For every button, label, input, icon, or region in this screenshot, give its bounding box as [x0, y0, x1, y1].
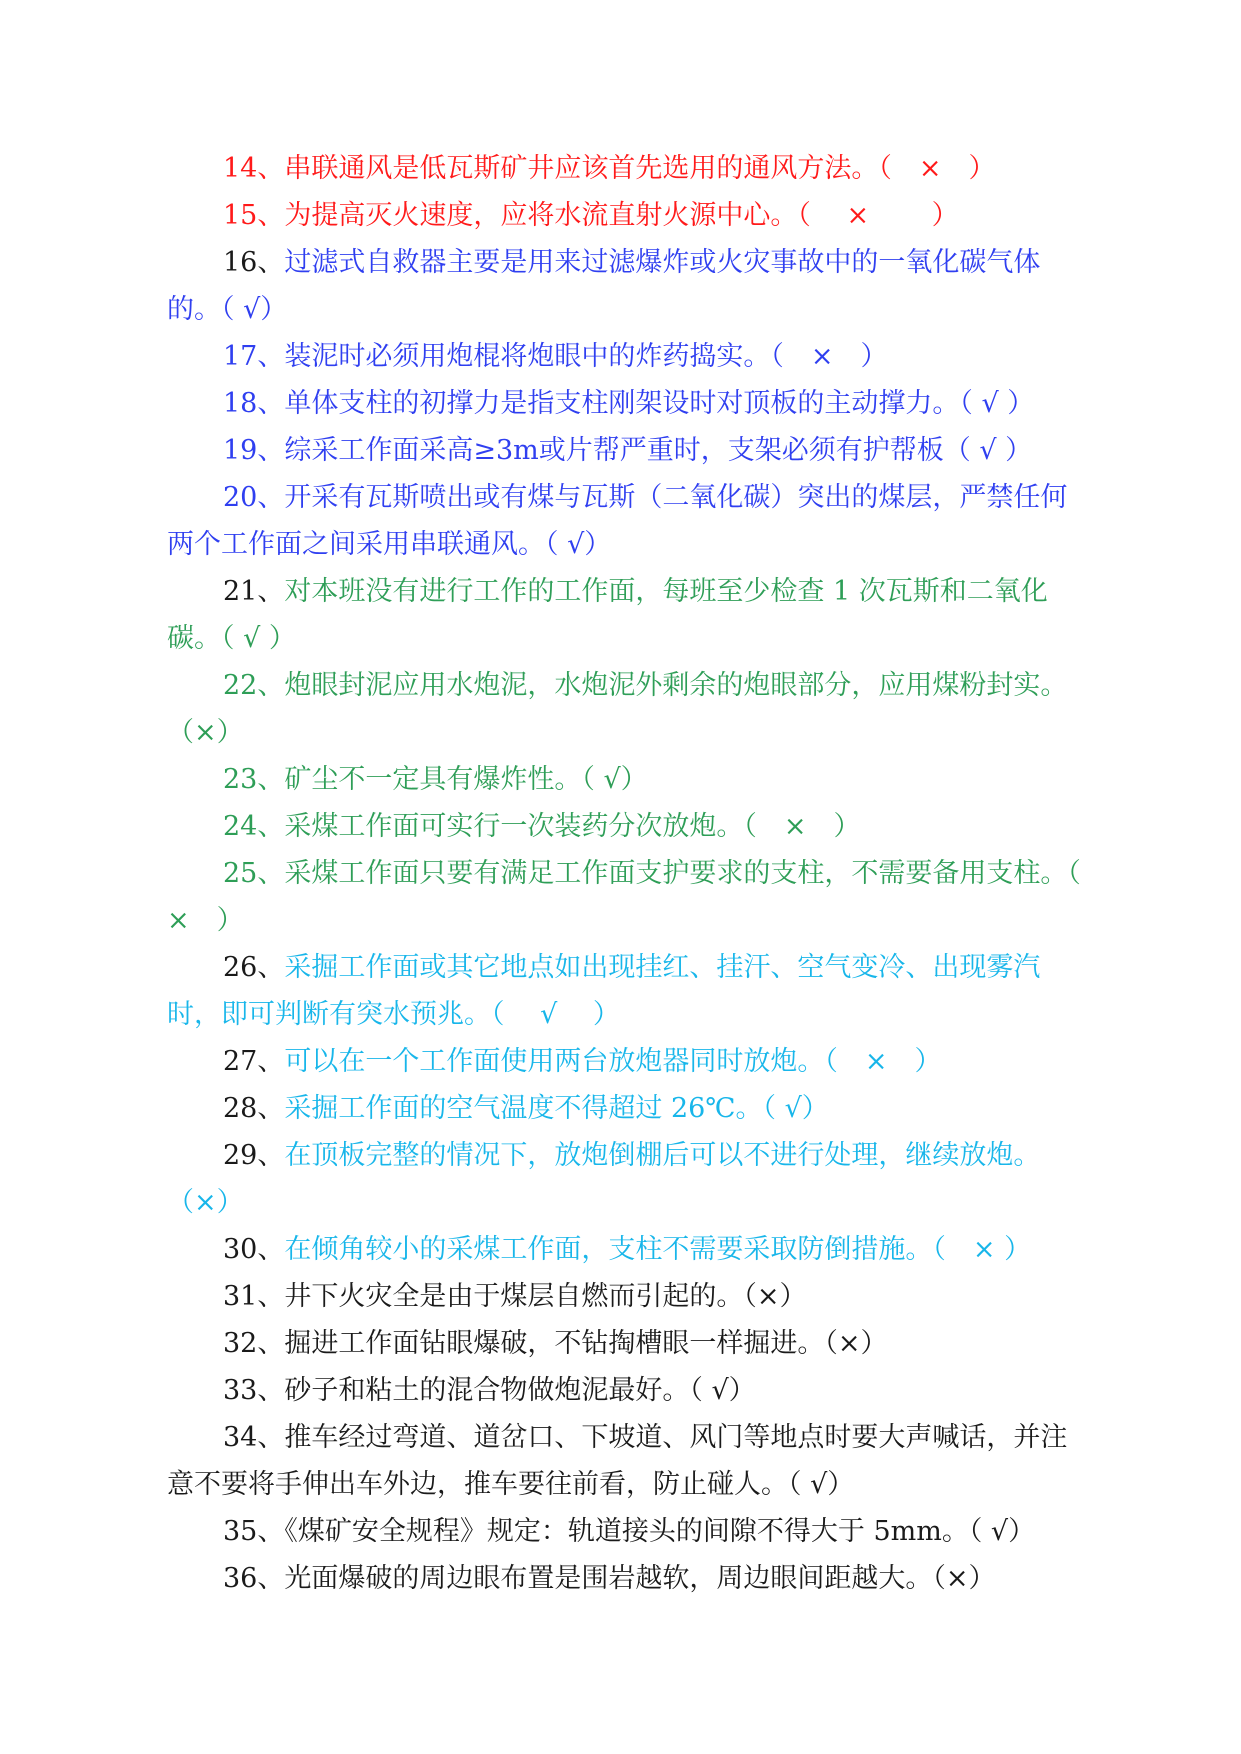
- question-item: [167, 380, 1087, 427]
- question-list: [167, 145, 1108, 1602]
- question-number: 17、: [223, 341, 285, 372]
- question-item: [167, 568, 1087, 662]
- question-text: 单体支柱的初撑力是指支柱刚架设时对顶板的主动撑力。（ √ ）: [284, 388, 1035, 419]
- question-item: [167, 239, 1087, 333]
- question-number: 16、: [223, 247, 285, 278]
- question-number: 34、: [223, 1422, 285, 1453]
- question-item: [167, 662, 1087, 756]
- question-item: [167, 1226, 1087, 1273]
- question-text: 装泥时必须用炮棍将炮眼中的炸药捣实。（ × ）: [284, 341, 888, 372]
- question-number: 29、: [223, 1140, 285, 1171]
- question-item: [167, 1038, 1087, 1085]
- question-text: 光面爆破的周边眼布置是围岩越软，周边眼间距越大。（×）: [284, 1563, 996, 1594]
- question-text: 开采有瓦斯喷出或有煤与瓦斯（二氧化碳）突出的煤层，严禁任何两个工作面之间采用串联通风。（ √）: [167, 482, 1068, 560]
- question-item: [167, 474, 1087, 568]
- question-item: [167, 850, 1108, 944]
- question-item: [167, 1367, 1087, 1414]
- question-item: [167, 192, 1087, 239]
- question-item: [167, 1320, 1087, 1367]
- question-number: 35、: [223, 1516, 285, 1547]
- question-number: 25、: [223, 858, 285, 889]
- question-item: [167, 944, 1087, 1038]
- question-text: 推车经过弯道、道岔口、下坡道、风门等地点时要大声喊话，并注意不要将手伸出车外边，推车要往前看，防止碰人。（ √）: [167, 1422, 1068, 1500]
- question-number: 18、: [223, 388, 285, 419]
- question-number: 27、: [223, 1046, 285, 1077]
- question-number: 23、: [223, 764, 285, 795]
- question-number: 14、: [223, 153, 285, 184]
- question-item: [167, 1085, 1087, 1132]
- question-item: [167, 1555, 1087, 1602]
- question-text: 对本班没有进行工作的工作面，每班至少检查 1 次瓦斯和二氧化碳。（ √ ）: [167, 576, 1048, 654]
- question-number: 30、: [223, 1234, 285, 1265]
- question-item: [167, 427, 1087, 474]
- question-item: [167, 145, 1087, 192]
- question-item: [167, 1273, 1087, 1320]
- question-text: 为提高灭火速度，应将水流直射火源中心。（ × ）: [284, 200, 959, 231]
- question-item: [167, 333, 1087, 380]
- question-text: 采掘工作面或其它地点如出现挂红、挂汗、空气变冷、出现雾汽时，即可判断有突水预兆。（ √ ）: [167, 952, 1041, 1030]
- question-item: [167, 1414, 1087, 1508]
- question-number: 19、: [223, 435, 285, 466]
- question-number: 32、: [223, 1328, 285, 1359]
- question-number: 28、: [223, 1093, 285, 1124]
- question-number: 20、: [223, 482, 285, 513]
- question-item: [167, 803, 1087, 850]
- question-number: 36、: [223, 1563, 285, 1594]
- question-item: [167, 1508, 1087, 1555]
- question-number: 31、: [223, 1281, 285, 1312]
- question-number: 21、: [223, 576, 285, 607]
- question-text: 在倾角较小的采煤工作面，支柱不需要采取防倒措施。（ × ）: [284, 1234, 1032, 1265]
- question-number: 33、: [223, 1375, 285, 1406]
- question-number: 26、: [223, 952, 285, 983]
- question-item: [167, 756, 1087, 803]
- question-text: 过滤式自救器主要是用来过滤爆炸或火灾事故中的一氧化碳气体的。（ √）: [167, 247, 1041, 325]
- question-text: 采煤工作面可实行一次装药分次放炮。（ × ）: [284, 811, 861, 842]
- question-number: 24、: [223, 811, 285, 842]
- question-text: 综采工作面采高≥3m或片帮严重时，支架必须有护帮板（ √ ）: [284, 435, 1033, 466]
- question-text: 串联通风是低瓦斯矿井应该首先选用的通风方法。（ × ）: [284, 153, 996, 184]
- question-text: 掘进工作面钻眼爆破，不钻掏槽眼一样掘进。（×）: [284, 1328, 888, 1359]
- question-text: 矿尘不一定具有爆炸性。（ √）: [284, 764, 648, 795]
- question-number: 22、: [223, 670, 285, 701]
- question-text: 砂子和粘土的混合物做炮泥最好。（ √）: [284, 1375, 756, 1406]
- question-text: 可以在一个工作面使用两台放炮器同时放炮。（ × ）: [284, 1046, 942, 1077]
- question-item: [167, 1132, 1087, 1226]
- question-text: 井下火灾全是由于煤层自燃而引起的。（×）: [284, 1281, 807, 1312]
- question-text: 采煤工作面只要有满足工作面支护要求的支柱，不需要备用支柱。（ × ）: [167, 858, 1108, 936]
- question-text: 炮眼封泥应用水炮泥，水炮泥外剩余的炮眼部分，应用煤粉封实。（×）: [167, 670, 1068, 748]
- question-text: 在顶板完整的情况下，放炮倒棚后可以不进行处理，继续放炮。（×）: [167, 1140, 1041, 1218]
- question-number: 15、: [223, 200, 285, 231]
- question-text: 采掘工作面的空气温度不得超过 26℃。（ √）: [284, 1093, 829, 1124]
- question-text: 《煤矿安全规程》规定：轨道接头的间隙不得大于 5mm。（ √）: [284, 1516, 1036, 1547]
